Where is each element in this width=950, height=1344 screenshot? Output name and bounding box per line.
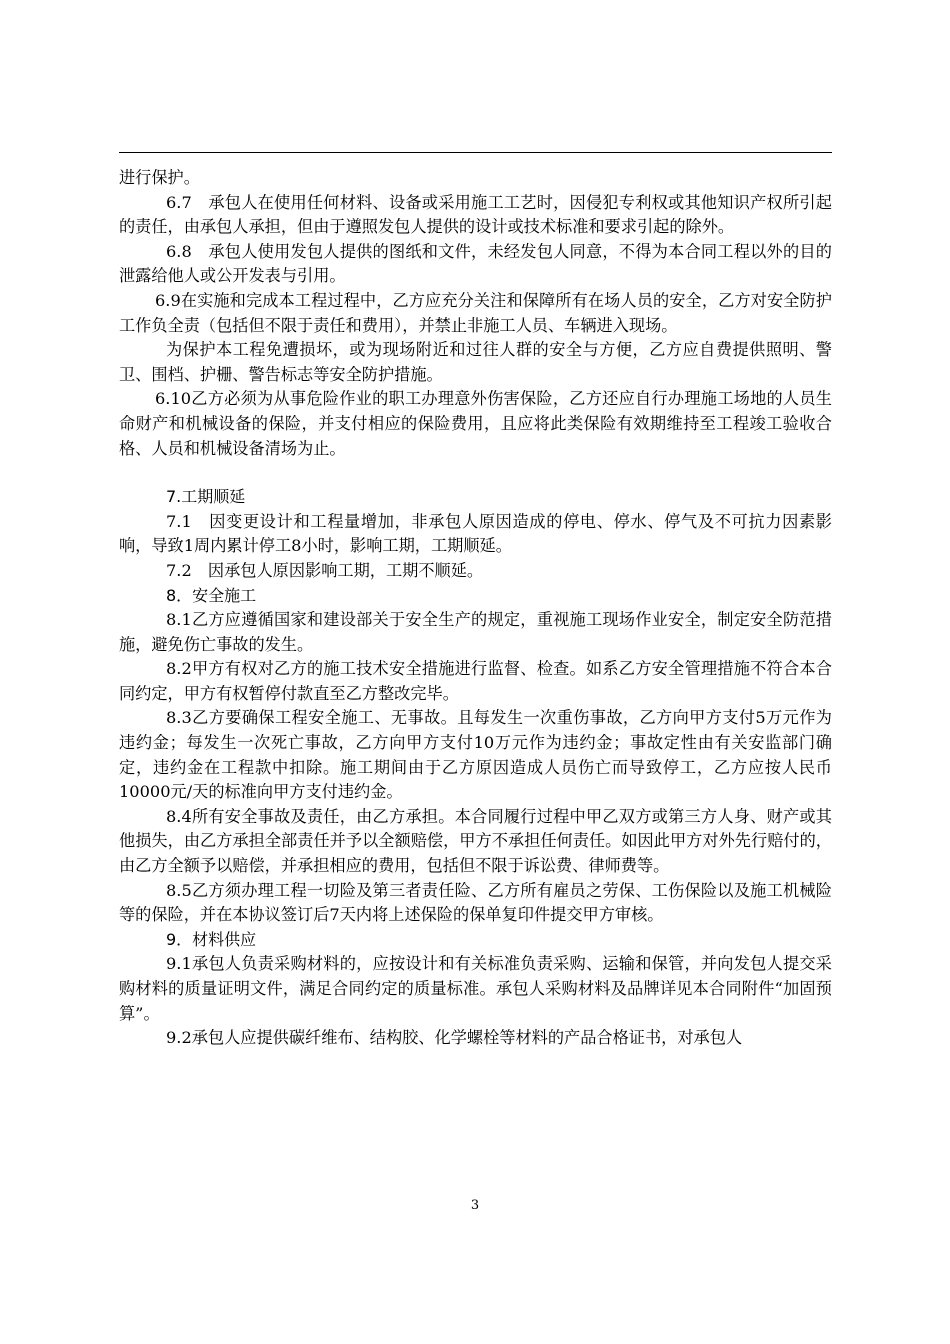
clause-6-8: 6.8 承包人使用发包人提供的图纸和文件，未经发包人同意，不得为本合同工程以外的目的泄露给他人或公开发表与引用。	[119, 241, 832, 286]
page-number: 3	[470, 1198, 480, 1213]
clause-8-3: 8.3乙方要确保工程安全施工、无事故。且每发生一次重伤事故，乙方向甲方支付5万元作为违约金；每发生一次死亡事故，乙方向甲方支付10万元作为违约金；事故定性由有关安监部门确定，违约金在工程款中扣除。施工期间由于乙方原因造成人员伤亡而导致停工，乙方应按人民币10000元/天的标准向甲方支付违约金。	[119, 708, 832, 802]
section-8-heading: 8．安全施工	[166, 585, 257, 605]
clause-8-4: 8.4所有安全事故及责任，由乙方承担。本合同履行过程中甲乙双方或第三方人身、财产或其他损失，由乙方承担全部责任并予以全额赔偿，甲方不承担任何责任。如因此甲方对外先行赔付的，由乙方全额予以赔偿，并承担相应的费用，包括但不限于诉讼费、律师费等。	[119, 806, 832, 876]
clause-8-2: 8.2甲方有权对乙方的施工技术安全措施进行监督、检查。如系乙方安全管理措施不符合本合同约定，甲方有权暂停付款直至乙方整改完毕。	[119, 659, 832, 703]
clause-6-9: 6.9在实施和完成本工程过程中，乙方应充分关注和保障所有在场人员的安全，乙方对安全防护工作负全责（包括但不限于责任和费用），并禁止非施工人员、车辆进入现场。	[119, 290, 832, 335]
clause-7-2: 7.2 因承包人原因影响工期，工期不顺延。	[166, 560, 484, 580]
clause-9-2: 9.2承包人应提供碳纤维布、结构胶、化学螺栓等材料的产品合格证书，对承包人	[166, 1028, 743, 1048]
clause-7-1: 7.1 因变更设计和工程量增加，非承包人原因造成的停电、停水、停气及不可抗力因素影响，导致1周内累计停工8小时，影响工期，工期顺延。	[119, 511, 832, 556]
clause-9-1: 9.1承包人负责采购材料的，应按设计和有关标准负责采购、运输和保管，并向发包人提交采购材料的质量证明文件，满足合同约定的质量标准。承包人采购材料及品牌详见本合同附件“加固预算”。	[119, 954, 832, 1023]
clause-8-5: 8.5乙方须办理工程一切险及第三者责任险、乙方所有雇员之劳保、工伤保险以及施工机械险等的保险，并在本协议签订后7天内将上述保险的保单复印件提交甲方审核。	[119, 880, 832, 925]
clause-8-1: 8.1乙方应遵循国家和建设部关于安全生产的规定，重视施工现场作业安全，制定安全防范措施，避免伤亡事故的发生。	[119, 610, 832, 654]
clause-6-7: 6.7 承包人在使用任何材料、设备或采用施工工艺时，因侵犯专利权或其他知识产权所引起的责任，由承包人承担，但由于遵照发包人提供的设计或技术标准和要求引起的除外。	[119, 192, 832, 237]
document-body	[119, 166, 832, 1051]
section-gap	[119, 461, 832, 485]
section-7-heading: 7.工期顺延	[166, 487, 246, 507]
clause-6-10: 6.10乙方必须为从事危险作业的职工办理意外伤害保险，乙方还应自行办理施工场地的人员生命财产和机械设备的保险，并支付相应的保险费用，且应将此类保险有效期维持至工程竣工验收合格、人员和机械设备清场为止。	[119, 389, 832, 458]
section-9-heading: 9．材料供应	[166, 929, 257, 949]
header-rule	[119, 152, 832, 153]
clause-6-9-supplement: 为保护本工程免遭损坏，或为现场附近和过往人群的安全与方便，乙方应自费提供照明、警卫、围档、护栅、警告标志等安全防护措施。	[119, 340, 832, 384]
paragraph-continuation: 进行保护。	[119, 168, 200, 187]
